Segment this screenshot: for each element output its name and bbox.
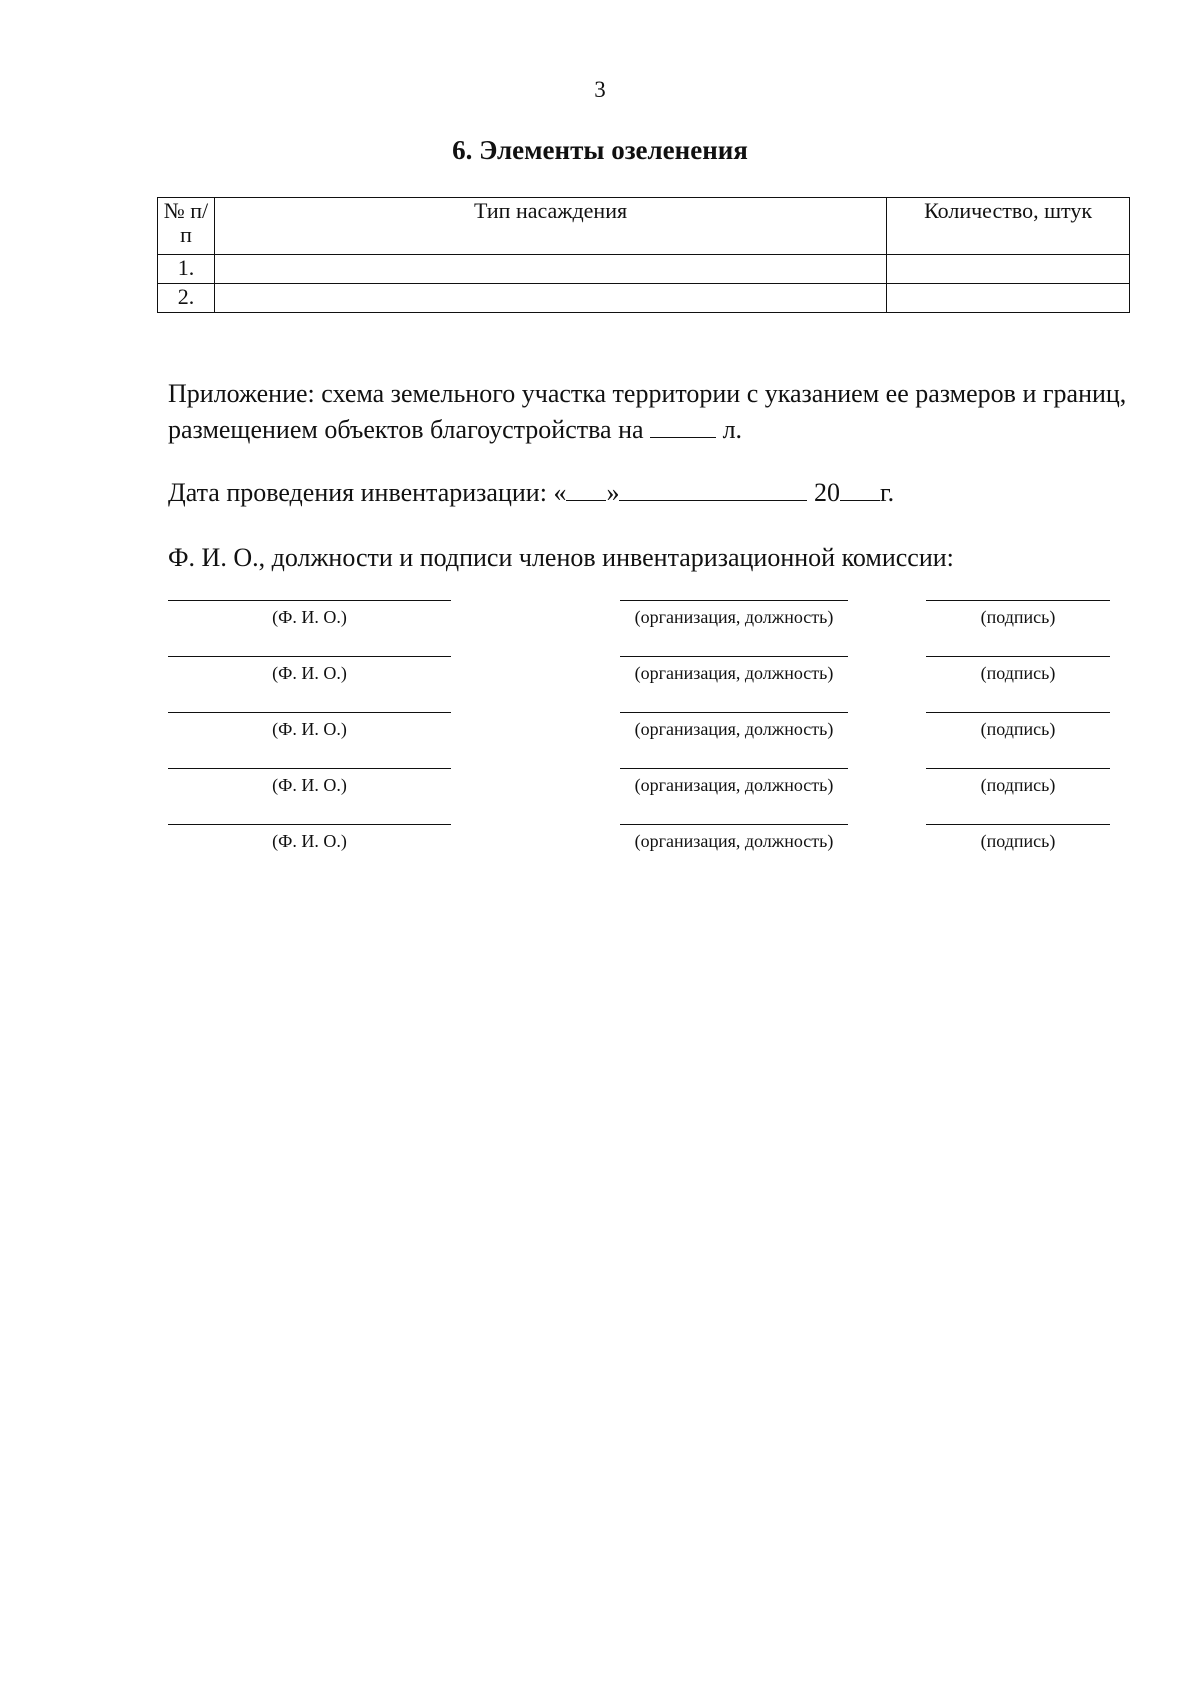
org-caption: (организация, должность) (634, 831, 834, 851)
page-number: 3 (594, 77, 606, 102)
fio-caption: (Ф. И. О.) (272, 775, 347, 795)
row-num: 1. (158, 255, 215, 284)
org-caption: (организация, должность) (634, 607, 834, 627)
org-line[interactable] (620, 600, 848, 601)
fio-line[interactable] (168, 600, 451, 601)
fio-caption: (Ф. И. О.) (272, 831, 347, 851)
org-line[interactable] (620, 712, 848, 713)
sheet-count-blank[interactable] (650, 413, 716, 438)
month-blank[interactable] (619, 476, 807, 501)
appendix-paragraph (168, 376, 1158, 448)
header-num: № п/п (158, 198, 215, 255)
fio-caption: (Ф. И. О.) (272, 663, 347, 683)
row-qty-cell[interactable] (887, 255, 1130, 284)
org-line[interactable] (620, 768, 848, 769)
table-row (158, 284, 1130, 313)
signature-row (0, 768, 1200, 824)
fio-caption: (Ф. И. О.) (272, 607, 347, 627)
row-num: 2. (158, 284, 215, 313)
org-line[interactable] (620, 824, 848, 825)
fio-caption: (Ф. И. О.) (272, 719, 347, 739)
fio-line[interactable] (168, 656, 451, 657)
org-caption: (организация, должность) (634, 719, 834, 739)
signature-caption: (подпись) (980, 831, 1056, 851)
appendix-text: Приложение: схема земельного участка территории с указанием ее размеров и границ, размещением объектов благоустройства на (168, 379, 1127, 444)
row-type-cell[interactable] (214, 284, 886, 313)
section-title: 6. Элементы озеленения (452, 135, 748, 165)
year-blank[interactable] (840, 476, 880, 501)
org-caption: (организация, должность) (634, 663, 834, 683)
signature-line[interactable] (926, 656, 1110, 657)
commission-heading: Ф. И. О., должности и подписи членов инвентаризационной комиссии: (168, 543, 954, 572)
signature-row (0, 824, 1200, 880)
year-suffix: г. (879, 478, 895, 507)
org-caption: (организация, должность) (634, 775, 834, 795)
fio-line[interactable] (168, 712, 451, 713)
signature-line[interactable] (926, 600, 1110, 601)
signature-line[interactable] (926, 824, 1110, 825)
appendix-text-end: л. (722, 415, 743, 444)
row-type-cell[interactable] (214, 255, 886, 284)
signature-block (0, 600, 1200, 880)
inventory-date-line (168, 475, 894, 511)
year-prefix: 20 (813, 478, 840, 507)
signature-row (0, 656, 1200, 712)
signature-row (0, 712, 1200, 768)
table-header-row (158, 198, 1130, 255)
greenery-table (157, 197, 1130, 313)
day-blank[interactable] (566, 476, 606, 501)
header-type: Тип насаждения (214, 198, 886, 255)
fio-line[interactable] (168, 824, 451, 825)
open-quote: « (553, 478, 567, 507)
signature-caption: (подпись) (980, 775, 1056, 795)
signature-row (0, 600, 1200, 656)
header-qty: Количество, штук (887, 198, 1130, 255)
signature-caption: (подпись) (980, 719, 1056, 739)
fio-line[interactable] (168, 768, 451, 769)
row-qty-cell[interactable] (887, 284, 1130, 313)
signature-line[interactable] (926, 768, 1110, 769)
signature-line[interactable] (926, 712, 1110, 713)
org-line[interactable] (620, 656, 848, 657)
signature-caption: (подпись) (980, 663, 1056, 683)
close-quote: » (606, 478, 620, 507)
date-label: Дата проведения инвентаризации: (168, 478, 547, 507)
signature-caption: (подпись) (980, 607, 1056, 627)
table-row (158, 255, 1130, 284)
